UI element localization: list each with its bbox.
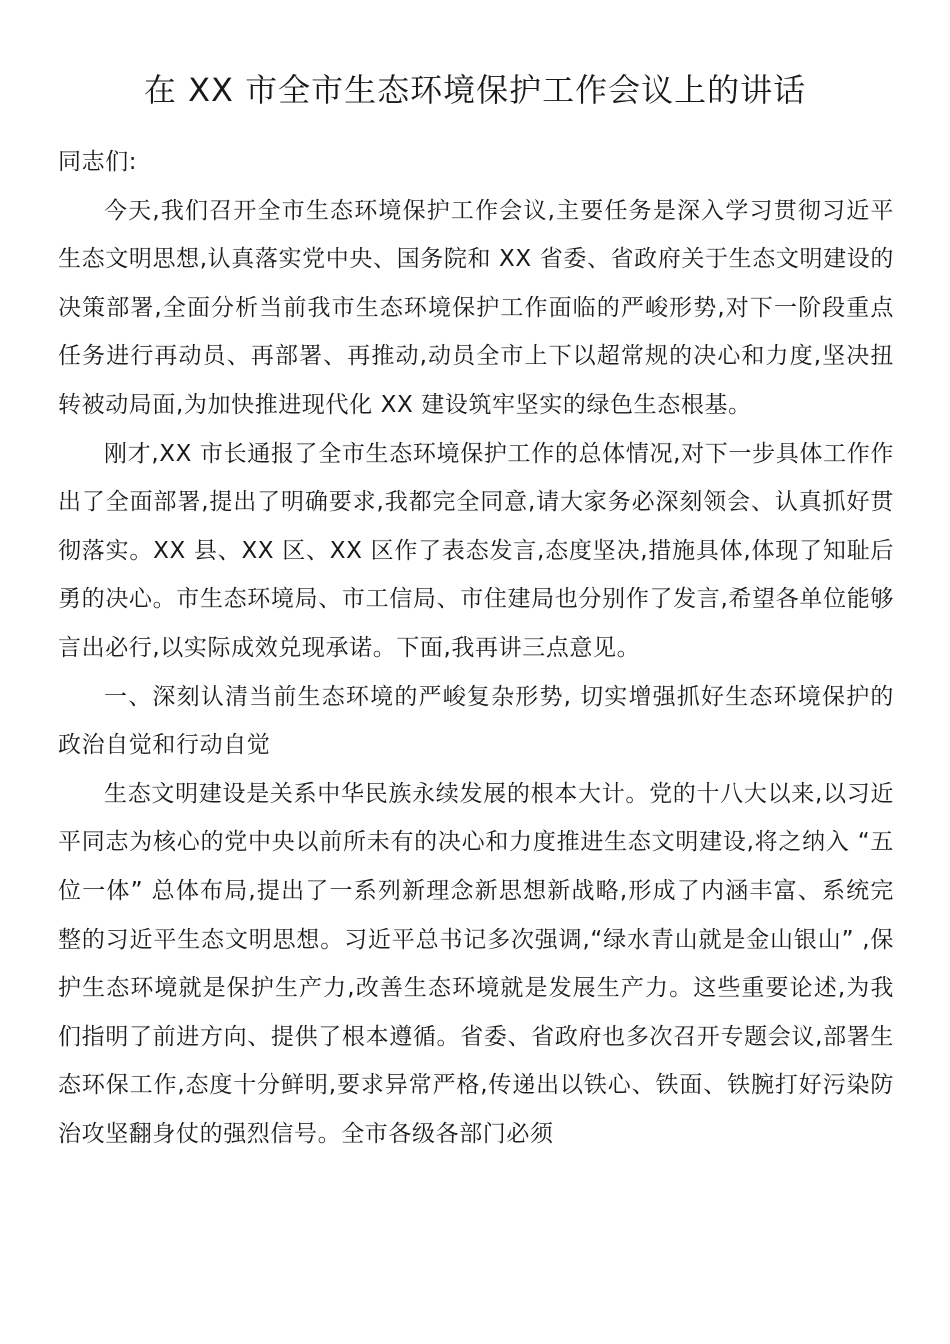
section-heading-1: 一、深刻认清当前生态环境的严峻复杂形势, 切实增强抓好生态环境保护的政治自觉和行动自觉 (58, 683, 894, 759)
paragraph-reports: 刚才,XX 市长通报了全市生态环境保护工作的总体情况,对下一步具体工作作出了全面部署,提出了明确要求,我都完全同意,请大家务必深刻领会、认真抓好贯彻落实。XX 县、XX 区、XX 区作了表态发言,态度坚决,措施具体,体现了知耻后勇的决心。市生态环境局、市工信局、市住建局也分别作了发言,希望各单位能够言出必行,以实际成效兑现承诺。下面,我再讲三点意见。 (58, 440, 894, 661)
salutation: 同志们: (58, 149, 138, 175)
document-body (58, 138, 894, 1158)
paragraph-ecological-civilization: 生态文明建设是关系中华民族永续发展的根本大计。党的十八大以来,以习近平同志为核心的党中央以前所未有的决心和力度推进生态文明建设,将之纳入 “五位一体” 总体布局,提出了一系列新理念新思想新战略,形成了内涵丰富、系统完整的习近平生态文明思想。习近平总书记多次强调,“绿水青山就是金山银山” ,保护生态环境就是保护生产力,改善生态环境就是发展生产力。这些重要论述,为我们指明了前进方向、提供了根本遵循。省委、省政府也多次召开专题会议,部署生态环保工作,态度十分鲜明,要求异常严格,传递出以铁心、铁面、铁腕打好污染防治攻坚翻身仗的强烈信号。全市各级各部门必须 (58, 780, 894, 1147)
document-title: 在 XX 市全市生态环境保护工作会议上的讲话 (143, 71, 807, 109)
paragraph-opening: 今天,我们召开全市生态环境保护工作会议,主要任务是深入学习贯彻习近平生态文明思想,认真落实党中央、国务院和 XX 省委、省政府关于生态文明建设的决策部署,全面分析当前我市生态环境保护工作面临的严峻形势,对下一阶段重点任务进行再动员、再部署、再推动,动员全市上下以超常规的决心和力度,坚决扭转被动局面,为加快推进现代化 XX 建设筑牢坚实的绿色生态根基。 (58, 197, 894, 418)
